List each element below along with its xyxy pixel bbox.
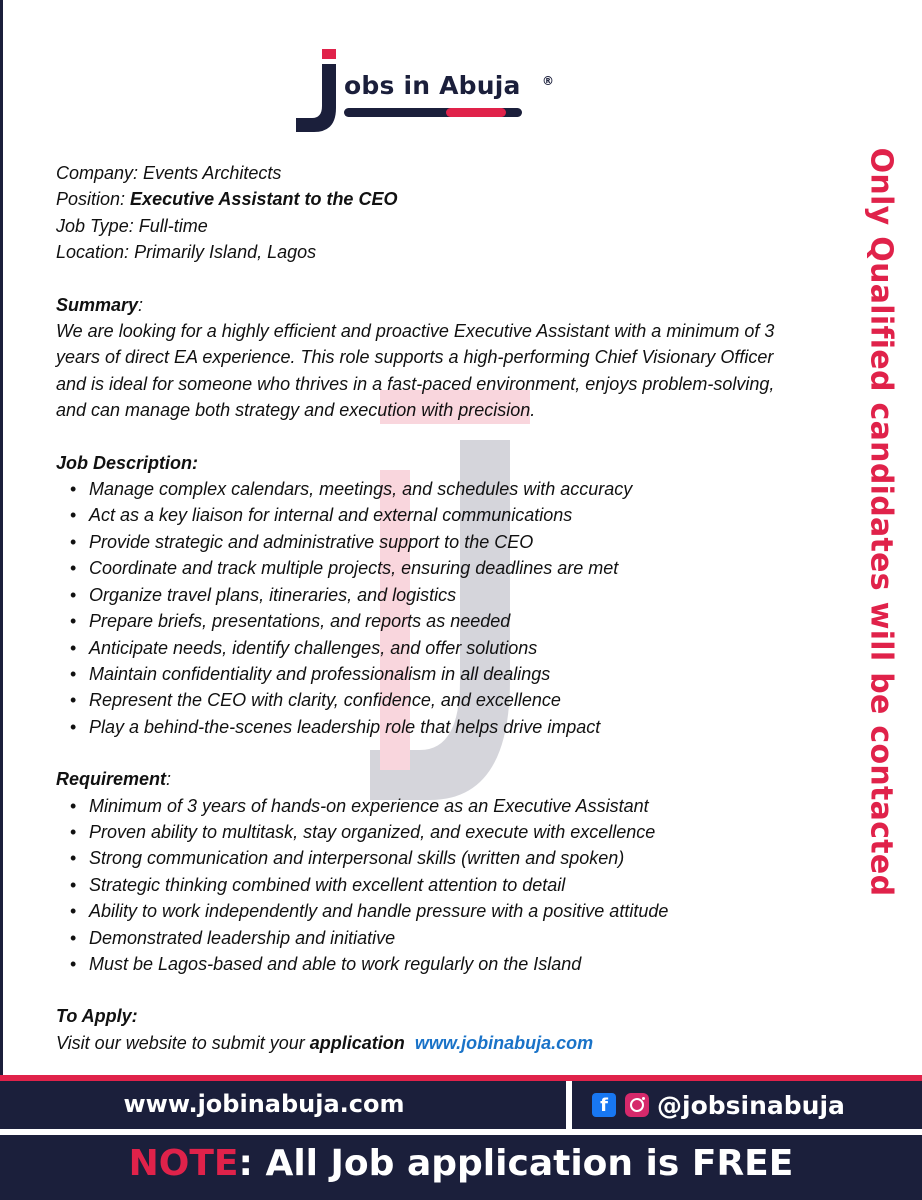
list-item: • Provide strategic and administrative support to the CEO (56, 529, 836, 555)
free-application-note (0, 1135, 922, 1200)
social-links (592, 1089, 845, 1121)
job-location: Primarily Island, Lagos (134, 242, 317, 263)
logo-underline-red (446, 108, 506, 117)
job-type-line: Job Type: Full-time (56, 215, 208, 236)
list-item: • Coordinate and track multiple projects, ensuring deadlines are met (56, 555, 836, 581)
list-item: • Represent the CEO with clarity, confidence, and excellence (56, 687, 836, 713)
list-item: • Manage complex calendars, meetings, and schedules with accuracy (56, 476, 836, 502)
company-name: Events Architects (143, 163, 282, 183)
footer-divider (566, 1081, 572, 1129)
registered-mark: ® (542, 74, 554, 88)
summary-line: years of direct EA experience. This role supports a high-performing Chief Visionary Officer (56, 347, 774, 368)
instagram-icon[interactable] (625, 1093, 649, 1117)
job-description-heading: Job Description: (56, 452, 199, 473)
qualified-candidates-note: Only Qualified candidates will be contacted (863, 147, 899, 897)
summary-line: We are looking for a highly efficient and proactive Executive Assistant with a minimum of 3 (56, 321, 775, 342)
social-handle[interactable]: @jobsinabuja (657, 1090, 845, 1120)
logo-j-top-bar (322, 49, 336, 59)
position-title: Executive Assistant to the CEO (130, 189, 398, 210)
application-word: application (309, 1032, 405, 1053)
summary-line: and is ideal for someone who thrives in a fast-paced environment, enjoys problem-solving, (56, 373, 775, 394)
list-item: • Minimum of 3 years of hands-on experience as an Executive Assistant (56, 793, 836, 819)
left-border (0, 0, 3, 1200)
requirement-heading: Requirement: (56, 769, 172, 790)
note-label: NOTE (128, 1143, 239, 1184)
summary-heading: Summary: (56, 294, 144, 315)
position-line: Position: Executive Assistant to the CEO (56, 189, 398, 210)
list-item: • Play a behind-the-scenes leadership role that helps drive impact (56, 714, 836, 740)
note-text: : All Job application is FREE (238, 1143, 794, 1184)
list-item: • Ability to work independently and handle pressure with a positive attitude (56, 898, 836, 924)
to-apply-heading: To Apply: (56, 1006, 138, 1027)
list-item: • Strong communication and interpersonal skills (written and spoken) (56, 845, 836, 871)
apply-link[interactable]: www.jobinabuja.com (414, 1032, 594, 1053)
footer-website[interactable]: www.jobinabuja.com (123, 1090, 405, 1118)
logo-text: obs in Abuja (344, 71, 521, 100)
requirement-list (56, 793, 836, 978)
list-item: • Organize travel plans, itineraries, and logistics (56, 582, 836, 608)
logo-j-stroke (296, 64, 336, 132)
summary-line: and can manage both strategy and execution with precision. (56, 400, 536, 421)
list-item: • Strategic thinking combined with excellent attention to detail (56, 872, 836, 898)
list-item: • Proven ability to multitask, stay organized, and execute with excellence (56, 819, 836, 845)
job-details (56, 160, 836, 1056)
side-note-container (862, 147, 900, 897)
list-item: • Must be Lagos-based and able to work regularly on the Island (56, 951, 836, 977)
facebook-icon[interactable]: f (592, 1093, 616, 1117)
company-line: Company: Events Architects (56, 163, 282, 183)
list-item: • Prepare briefs, presentations, and reports as needed (56, 608, 836, 634)
apply-instructions: Visit our website to submit your application www.jobinabuja.com (56, 1032, 594, 1053)
list-item: • Demonstrated leadership and initiative (56, 925, 836, 951)
job-description-list (56, 476, 836, 740)
list-item: • Maintain confidentiality and professionalism in all dealings (56, 661, 836, 687)
job-type: Full-time (138, 215, 208, 236)
location-line: Location: Primarily Island, Lagos (56, 242, 317, 263)
list-item: • Anticipate needs, identify challenges, and offer solutions (56, 635, 836, 661)
list-item: • Act as a key liaison for internal and external communications (56, 502, 836, 528)
